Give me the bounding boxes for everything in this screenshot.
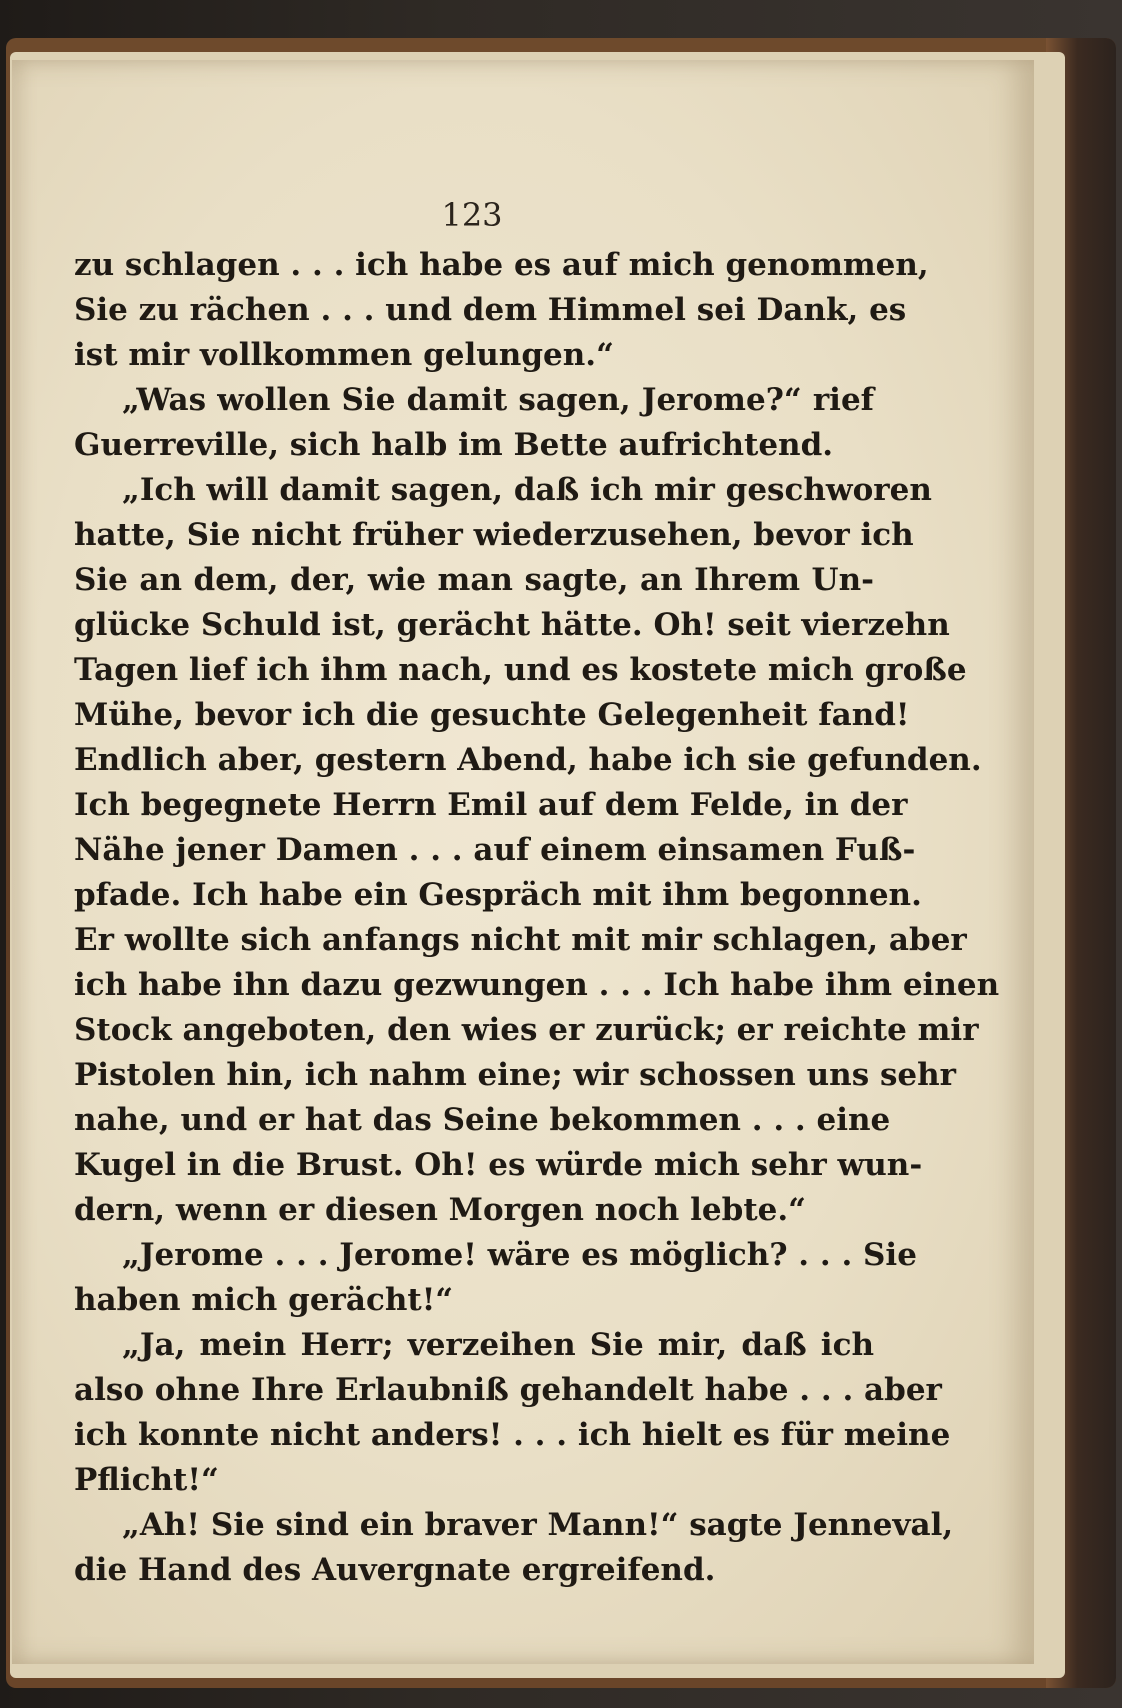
page-number: 123 — [441, 196, 503, 234]
text-line: dern, wenn er diesen Morgen noch lebte.“ — [74, 1192, 806, 1228]
text-line: Sie zu rächen . . . und dem Himmel sei Dank, es — [74, 292, 907, 328]
text-line: „Ah! Sie sind ein braver Mann!“ sagte Jenneval, — [122, 1507, 954, 1543]
text-line: haben mich gerächt!“ — [74, 1282, 454, 1318]
text-line: Pflicht!“ — [74, 1462, 219, 1498]
text-line: hatte, Sie nicht früher wiederzusehen, bevor ich — [74, 517, 914, 553]
text-line: Er wollte sich anfangs nicht mit mir schlagen, aber — [74, 922, 967, 958]
text-line: Guerreville, sich halb im Bette aufrichtend. — [74, 427, 834, 463]
text-line: Stock angeboten, den wies er zurück; er reichte mir — [74, 1012, 979, 1048]
text-line: Nähe jener Damen . . . auf einem einsamen Fuß- — [74, 832, 916, 868]
text-line: nahe, und er hat das Seine bekommen . . . eine — [74, 1102, 891, 1138]
text-line: also ohne Ihre Erlaubniß gehandelt habe . . . aber — [74, 1372, 942, 1408]
page-text — [74, 243, 1000, 1593]
text-line: Pistolen hin, ich nahm eine; wir schossen uns sehr — [74, 1057, 957, 1093]
text-line: „Jerome . . . Jerome! wäre es möglich? . . . Sie — [122, 1237, 917, 1273]
text-line: Ich begegnete Herrn Emil auf dem Felde, in der — [74, 787, 908, 823]
text-line: „Ja, mein Herr; verzeihen Sie mir, daß ich — [122, 1327, 874, 1363]
text-line: „Was wollen Sie damit sagen, Jerome?“ rief — [122, 382, 874, 418]
text-line: ich konnte nicht anders! . . . ich hielt es für meine — [74, 1417, 951, 1453]
text-line: die Hand des Auvergnate ergreifend. — [74, 1552, 716, 1588]
text-line: „Ich will damit sagen, daß ich mir geschworen — [122, 472, 932, 508]
text-line: Mühe, bevor ich die gesuchte Gelegenheit fand! — [74, 697, 910, 733]
text-line: Kugel in die Brust. Oh! es würde mich sehr wun- — [74, 1147, 923, 1183]
text-line: pfade. Ich habe ein Gespräch mit ihm begonnen. — [74, 877, 922, 913]
book-page — [12, 60, 1034, 1664]
text-line: glücke Schuld ist, gerächt hätte. Oh! seit vierzehn — [74, 607, 950, 643]
text-line: Endlich aber, gestern Abend, habe ich sie gefunden. — [74, 742, 982, 778]
text-line: Tagen lief ich ihm nach, und es kostete mich große — [74, 652, 967, 688]
text-line: ich habe ihn dazu gezwungen . . . Ich habe ihm einen — [74, 967, 1000, 1003]
text-line: Sie an dem, der, wie man sagte, an Ihrem Un- — [74, 562, 874, 598]
text-line: zu schlagen . . . ich habe es auf mich genommen, — [74, 247, 929, 283]
text-line: ist mir vollkommen gelungen.“ — [74, 337, 614, 373]
